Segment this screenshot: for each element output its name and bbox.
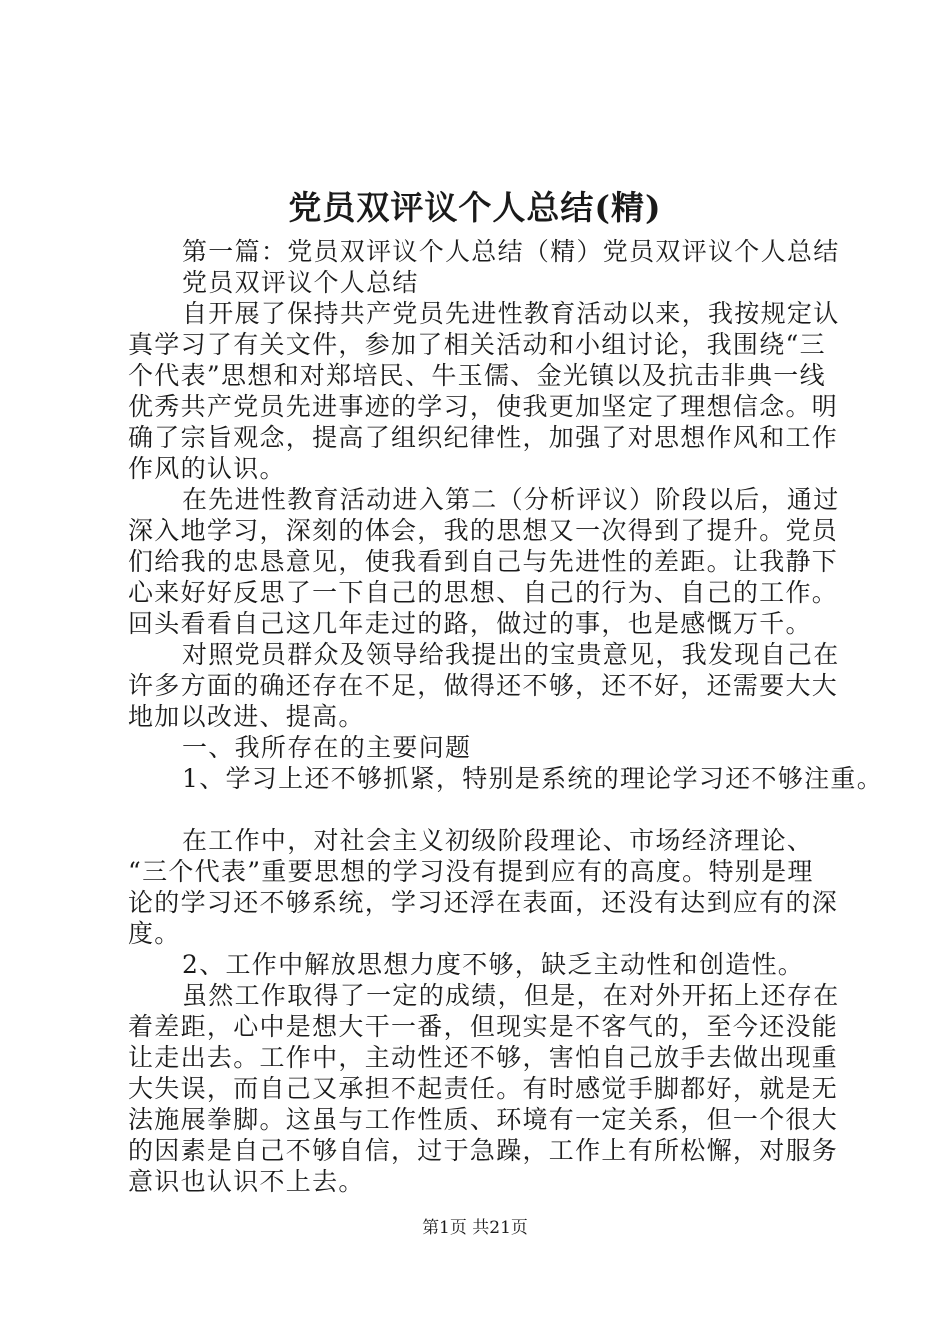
text-line: 们给我的忠恳意见，使我看到自己与先进性的差距。让我静下 xyxy=(128,547,839,576)
text-line: 法施展拳脚。这虽与工作性质、环境有一定关系，但一个很大 xyxy=(128,1105,839,1134)
text-line: 的因素是自己不够自信，过于急躁，工作上有所松懈，对服务 xyxy=(128,1136,839,1165)
text-line: 虽然工作取得了一定的成绩，但是，在对外开拓上还存在 xyxy=(182,981,840,1010)
subsection-heading: 2、工作中解放思想力度不够，缺乏主动性和创造性。 xyxy=(182,950,805,979)
text-line: 大失误，而自己又承担不起责任。有时感觉手脚都好，就是无 xyxy=(128,1074,839,1103)
text-line: 对照党员群众及领导给我提出的宝贵意见，我发现自己在 xyxy=(182,640,840,669)
text-line: 个代表”思想和对郑培民、牛玉儒、金光镇以及抗击非典一线 xyxy=(128,361,826,390)
section-heading: 一、我所存在的主要问题 xyxy=(182,733,472,762)
text-line: 度。 xyxy=(128,919,181,948)
text-line: 作风的认识。 xyxy=(128,454,286,483)
text-line: 党员双评议个人总结 xyxy=(182,268,419,297)
text-line: 地加以改进、提高。 xyxy=(128,702,365,731)
text-line: 论的学习还不够系统，学习还浮在表面，还没有达到应有的深 xyxy=(128,888,839,917)
text-line: 回头看看自己这几年走过的路，做过的事，也是感慨万千。 xyxy=(128,609,812,638)
text-line: 着差距，心中是想大干一番，但现实是不客气的，至今还没能 xyxy=(128,1012,839,1041)
text-line: 在先进性教育活动进入第二（分析评议）阶段以后，通过 xyxy=(182,485,840,514)
subsection-heading: 1、学习上还不够抓紧，特别是系统的理论学习还不够注重。 xyxy=(182,764,884,793)
text-line: 许多方面的确还存在不足，做得还不够，还不好，还需要大大 xyxy=(128,671,839,700)
text-line: 在工作中，对社会主义初级阶段理论、市场经济理论、 xyxy=(182,826,814,855)
document-title: 党员双评议个人总结(精) xyxy=(288,188,662,227)
page-footer: 第1页 共21页 xyxy=(422,1218,528,1238)
text-line: 让走出去。工作中，主动性还不够，害怕自己放手去做出现重 xyxy=(128,1043,839,1072)
text-line: 确了宗旨观念，提高了组织纪律性，加强了对思想作风和工作 xyxy=(128,423,839,452)
text-line: 心来好好反思了一下自己的思想、自己的行为、自己的工作。 xyxy=(128,578,839,607)
text-line: “三个代表”重要思想的学习没有提到应有的高度。特别是理 xyxy=(128,857,814,886)
text-line: 优秀共产党员先进事迹的学习，使我更加坚定了理想信念。明 xyxy=(128,392,839,421)
text-line: 第一篇：党员双评议个人总结（精）党员双评议个人总结 xyxy=(182,237,840,266)
text-line: 深入地学习，深刻的体会，我的思想又一次得到了提升。党员 xyxy=(128,516,839,545)
text-line: 自开展了保持共产党员先进性教育活动以来，我按规定认 xyxy=(182,299,840,328)
text-line: 真学习了有关文件，参加了相关活动和小组讨论，我围绕“三 xyxy=(128,330,826,359)
text-line: 意识也认识不上去。 xyxy=(128,1167,365,1196)
